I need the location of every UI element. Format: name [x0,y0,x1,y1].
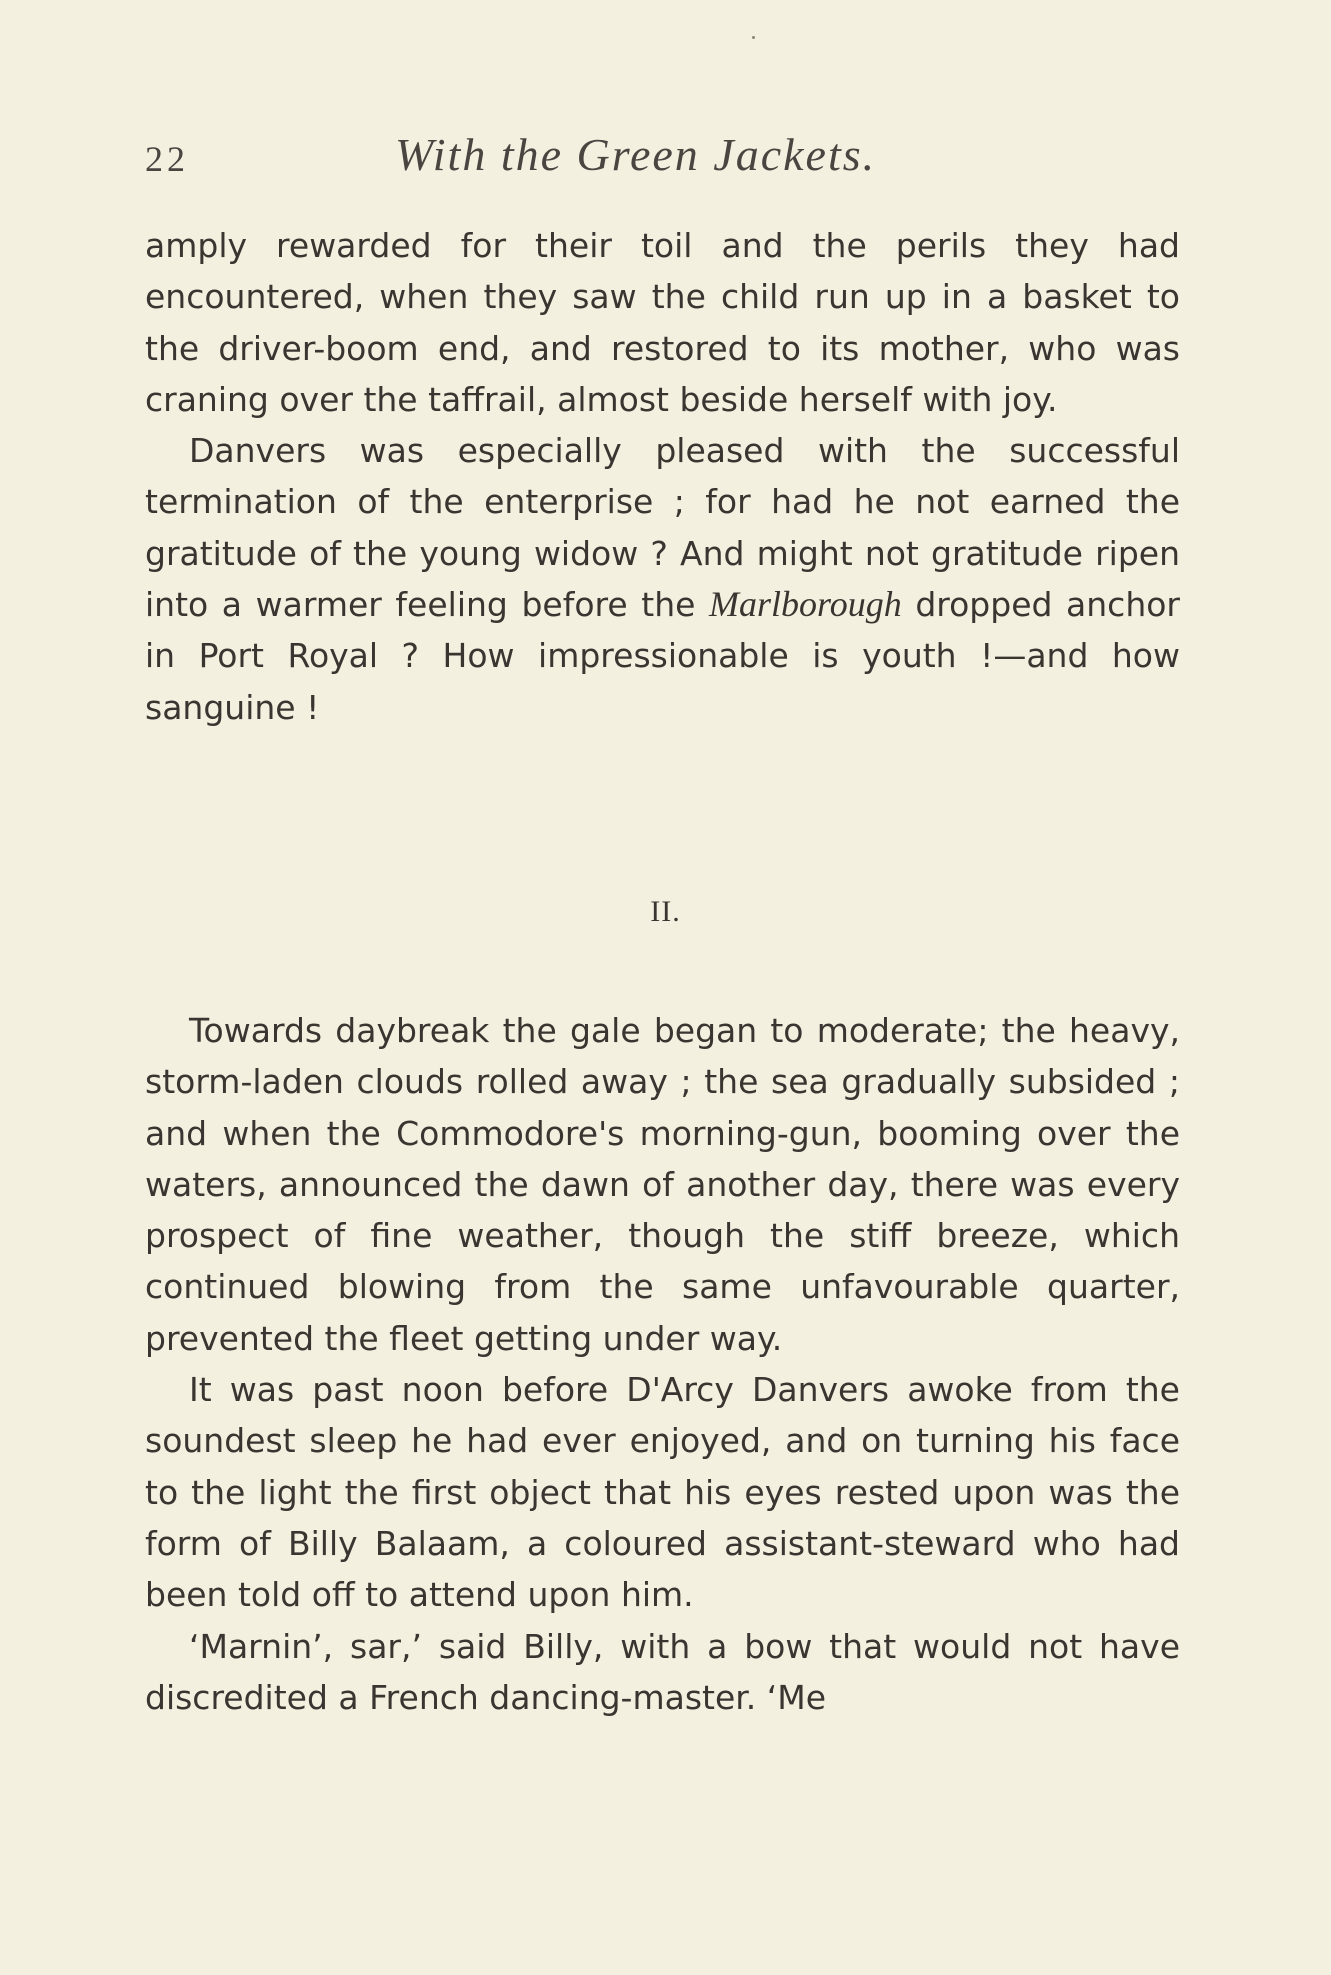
paragraph-noon: It was past noon before D'Arcy Danvers awoke from the soundest sleep he had ever enjoyed, and on turning his face to the light the first object that his eyes rested upon was the form of Billy Balaam, a coloured assistant-steward who had been told off to attend upon him. [145,1370,1180,1615]
paragraph-billy: ‘Marnin’, sar,’ said Billy, with a bow that would not have discredited a French dancing-master. ‘Me [145,1626,1180,1717]
ship-name: Marlborough [709,584,902,625]
section-heading: II. [650,895,681,928]
page-header [145,128,1180,188]
section-one-text [145,220,1180,733]
page-number: 22 [145,139,189,179]
paragraph-text: dropped anchor in Port Royal ? How impressionable is youth !—and how sanguine ! [145,585,1181,727]
running-title: With the Green Jackets. [395,129,877,180]
paragraph-danvers [145,425,1180,733]
paragraph-continued: amply rewarded for their toil and the perils they had encountered, when they saw the child run up in a basket to the driver-boom end, and restored to its mother, who was craning over the taffrail, almost beside herself with joy. [145,226,1180,419]
print-speck [752,36,755,39]
paragraph-text: Danvers was especially pleased with the successful termination of the enterprise ; for had he not earned the gratitude of the young widow ? And might not gratitude ripen into a warmer feeling before the [145,431,1180,625]
paragraph-daybreak: Towards daybreak the gale began to moderate; the heavy, storm-laden clouds rolled away ; the sea gradually subsided ; and when the Commodore's morning-gun, booming over the waters, announced the dawn of another day, there was every prospect of fine weather, though the stiff breeze, which continued blowing from the same unfavourable quarter, prevented the fleet getting under way. [145,1011,1180,1358]
section-two-text [145,1005,1180,1723]
